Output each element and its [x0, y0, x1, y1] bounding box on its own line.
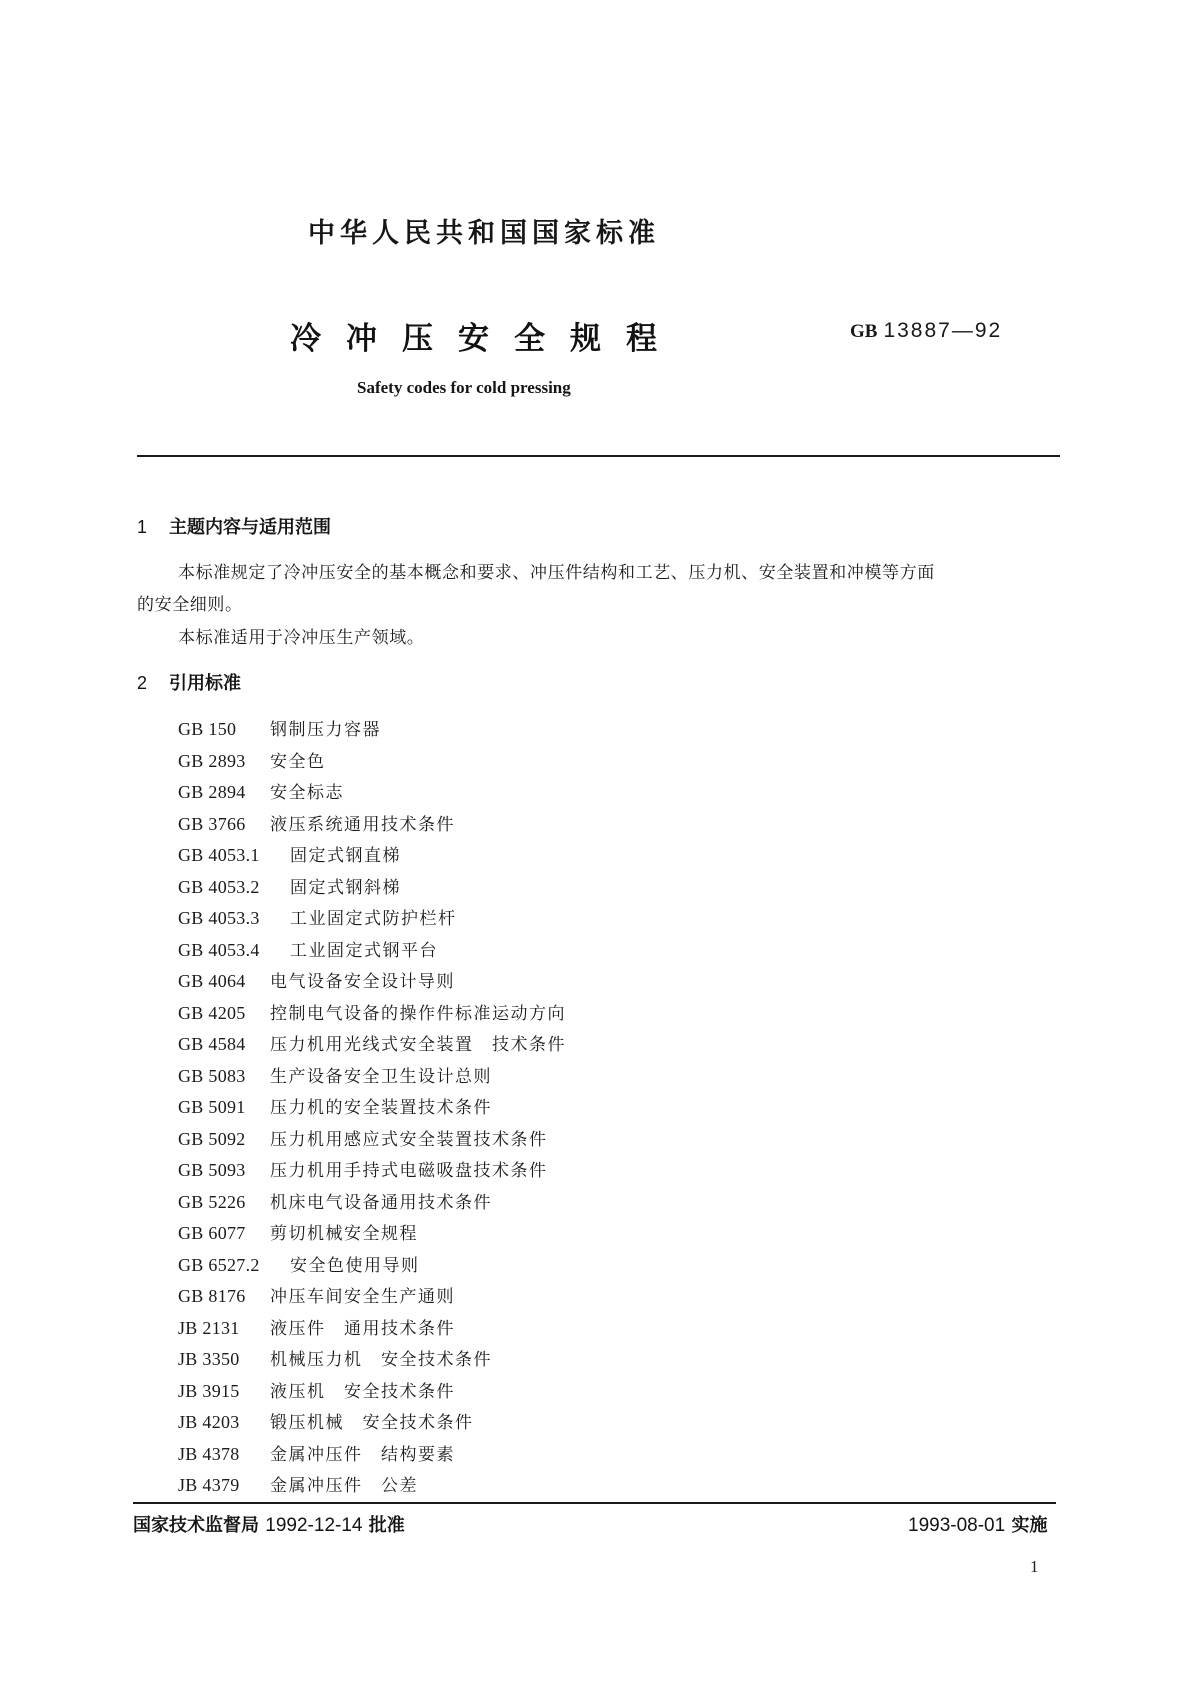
reference-code: JB 3915 — [178, 1380, 240, 1401]
effective-info — [908, 1511, 1047, 1537]
reference-code: GB 5083 — [178, 1065, 246, 1086]
reference-item — [178, 1219, 566, 1251]
reference-item — [178, 1251, 566, 1283]
reference-item — [178, 778, 566, 810]
reference-code: GB 5226 — [178, 1191, 246, 1212]
reference-title: 工业固定式防护栏杆 — [290, 909, 457, 929]
reference-title: 安全标志 — [270, 783, 344, 803]
section-number: 1 — [137, 517, 148, 537]
reference-title: 钢制压力容器 — [270, 720, 381, 740]
reference-code: JB 4378 — [178, 1443, 240, 1464]
standard-code: 13887—92 — [883, 319, 1003, 342]
section-number: 2 — [137, 673, 148, 693]
reference-title: 液压机 安全技术条件 — [270, 1381, 455, 1402]
reference-code: JB 4203 — [178, 1412, 240, 1432]
effective-date: 1993-08-01 — [908, 1515, 1006, 1536]
reference-item — [178, 1030, 566, 1062]
reference-item — [178, 1188, 566, 1220]
reference-code: GB 5093 — [178, 1160, 246, 1180]
reference-title: 生产设备安全卫生设计总则 — [270, 1066, 492, 1087]
reference-title: 锻压机械 安全技术条件 — [270, 1413, 474, 1433]
reference-item — [178, 747, 566, 779]
reference-code: GB 5092 — [178, 1128, 246, 1149]
reference-item — [178, 936, 566, 968]
effective-label: 实施 — [1011, 1515, 1048, 1536]
scope-paragraph-line1: 本标准规定了冷冲压安全的基本概念和要求、冲压件结构和工艺、压力机、安全装置和冲模等方面 — [178, 563, 935, 583]
reference-code: GB 6077 — [178, 1223, 246, 1243]
reference-title: 机床电气设备通用技术条件 — [270, 1192, 492, 1213]
reference-code: GB 3766 — [178, 813, 246, 834]
reference-item — [178, 715, 566, 747]
reference-code: GB 8176 — [178, 1286, 246, 1306]
reference-code: GB 4053.1 — [178, 845, 260, 865]
english-title: Safety codes for cold pressing — [357, 378, 571, 397]
reference-item — [178, 1440, 566, 1472]
reference-item — [178, 1314, 566, 1346]
document-title: 冷冲压安全规程 — [290, 321, 682, 357]
section-heading-scope — [137, 513, 331, 539]
reference-list — [178, 715, 566, 1503]
reference-code: GB 4053.4 — [178, 939, 260, 960]
reference-item — [178, 810, 566, 842]
standard-number — [850, 318, 1002, 343]
scope-paragraph-application: 本标准适用于冷冲压生产领域。 — [178, 628, 425, 648]
reference-code: GB 4584 — [178, 1034, 246, 1054]
reference-title: 冲压车间安全生产通则 — [270, 1287, 455, 1307]
approval-info — [133, 1511, 405, 1537]
reference-code: GB 4053.3 — [178, 908, 260, 928]
section-title: 引用标准 — [169, 673, 241, 694]
page-number: 1 — [1030, 1557, 1039, 1576]
standard-prefix: GB — [850, 321, 878, 342]
reference-code: JB 3350 — [178, 1349, 240, 1369]
reference-item — [178, 873, 566, 905]
reference-code: GB 5091 — [178, 1097, 246, 1117]
national-standard-label: 中华人民共和国国家标准 — [308, 218, 660, 249]
approval-org: 国家技术监督局 — [133, 1515, 259, 1536]
reference-title: 固定式钢斜梯 — [290, 877, 401, 898]
reference-title: 压力机用感应式安全装置技术条件 — [270, 1129, 548, 1150]
reference-title: 安全色 — [270, 751, 326, 772]
section-heading-references — [137, 669, 241, 695]
reference-item — [178, 841, 566, 873]
reference-item — [178, 1156, 566, 1188]
reference-item — [178, 904, 566, 936]
reference-item — [178, 1345, 566, 1377]
reference-title: 压力机用手持式电磁吸盘技术条件 — [270, 1161, 548, 1181]
reference-code: JB 2131 — [178, 1317, 240, 1338]
approval-label: 批准 — [368, 1515, 405, 1536]
reference-code: GB 4205 — [178, 1002, 246, 1023]
reference-title: 电气设备安全设计导则 — [270, 972, 455, 992]
reference-title: 固定式钢直梯 — [290, 846, 401, 866]
section-title: 主题内容与适用范围 — [169, 517, 331, 538]
reference-code: GB 4053.2 — [178, 876, 260, 897]
reference-title: 液压件 通用技术条件 — [270, 1318, 455, 1339]
reference-title: 金属冲压件 结构要素 — [270, 1444, 455, 1465]
reference-item — [178, 1408, 566, 1440]
scope-paragraph-line2: 的安全细则。 — [137, 595, 243, 615]
reference-title: 控制电气设备的操作件标准运动方向 — [270, 1003, 566, 1024]
reference-code: GB 4064 — [178, 971, 246, 991]
reference-item — [178, 1377, 566, 1409]
reference-item — [178, 1125, 566, 1157]
reference-title: 机械压力机 安全技术条件 — [270, 1350, 492, 1370]
reference-title: 剪切机械安全规程 — [270, 1224, 418, 1244]
reference-code: GB 2893 — [178, 750, 246, 771]
reference-item — [178, 967, 566, 999]
reference-title: 金属冲压件 公差 — [270, 1476, 418, 1496]
reference-title: 安全色使用导则 — [290, 1255, 420, 1276]
reference-code: JB 4379 — [178, 1475, 240, 1495]
reference-code: GB 6527.2 — [178, 1254, 260, 1275]
reference-title: 工业固定式钢平台 — [290, 940, 438, 961]
approval-date: 1992-12-14 — [265, 1515, 363, 1536]
reference-title: 液压系统通用技术条件 — [270, 814, 455, 835]
reference-title: 压力机用光线式安全装置 技术条件 — [270, 1035, 566, 1055]
reference-item — [178, 1471, 566, 1503]
reference-code: GB 2894 — [178, 782, 246, 802]
reference-title: 压力机的安全装置技术条件 — [270, 1098, 492, 1118]
reference-item — [178, 1062, 566, 1094]
footer-divider — [133, 1502, 1056, 1504]
reference-code: GB 150 — [178, 719, 237, 739]
reference-item — [178, 1282, 566, 1314]
header-divider — [137, 455, 1060, 457]
reference-item — [178, 999, 566, 1031]
reference-item — [178, 1093, 566, 1125]
